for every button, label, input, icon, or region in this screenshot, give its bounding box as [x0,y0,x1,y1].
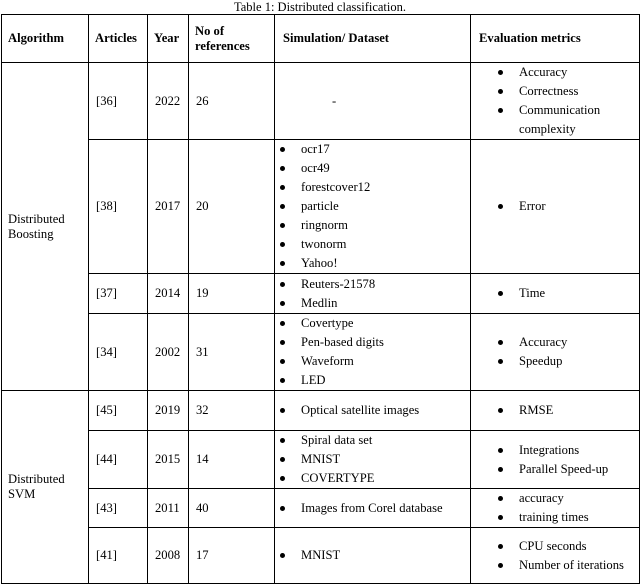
list-item: Communication complexity [493,101,639,139]
metrics-cell [471,140,640,274]
table-row [2,274,640,314]
list-item: ocr17 [275,140,470,159]
list-item: Spiral data set [275,431,470,450]
list-item: Medlin [275,294,470,313]
header-year: Year [148,15,189,63]
table-row [2,140,640,274]
metrics-list [493,197,639,216]
list-item: Number of iterations [493,556,639,575]
list-item: Optical satellite images [275,401,470,420]
algorithm-line2: SVM [8,487,36,501]
table-row [2,391,640,431]
list-item: Images from Corel database [275,499,470,518]
metrics-cell [471,274,640,314]
year-cell: 2019 [148,391,189,431]
distributed-classification-table [1,14,640,584]
header-metrics: Evaluation metrics [471,15,640,63]
dataset-list [275,314,470,390]
list-item: MNIST [275,546,470,565]
refs-cell: 32 [189,391,275,431]
refs-cell: 17 [189,528,275,584]
metrics-cell [471,63,640,140]
dataset-list [275,401,470,420]
list-item: Integrations [493,441,639,460]
header-algorithm: Algorithm [2,15,89,63]
dataset-cell [275,528,471,584]
algorithm-cell [2,391,89,584]
algorithm-line2: Boosting [8,226,54,241]
list-item: Covertype [275,314,470,333]
article-cell: [34] [89,314,148,391]
dataset-cell: - [275,63,471,140]
list-item: accuracy [493,489,639,508]
metrics-cell [471,489,640,528]
dataset-list [275,140,470,273]
list-item: Accuracy [493,63,639,82]
header-refs-line2: references [195,38,250,53]
metrics-list [493,489,639,527]
list-item: Pen-based digits [275,333,470,352]
article-cell: [43] [89,489,148,528]
year-cell: 2015 [148,431,189,489]
algorithm-line1: Distributed [8,472,65,486]
refs-cell: 19 [189,274,275,314]
article-cell: [36] [89,63,148,140]
dataset-cell [275,140,471,274]
metrics-list [493,63,639,139]
article-cell: [38] [89,140,148,274]
metrics-list [493,333,639,371]
list-item: Speedup [493,352,639,371]
header-dataset: Simulation/ Dataset [275,15,471,63]
dataset-list [275,275,470,313]
list-item: MNIST [275,450,470,469]
year-cell: 2002 [148,314,189,391]
dataset-list [275,499,470,518]
table-row [2,489,640,528]
year-cell: 2011 [148,489,189,528]
article-cell: [37] [89,274,148,314]
dataset-list [275,431,470,488]
refs-cell: 20 [189,140,275,274]
metrics-list [493,401,639,420]
table-row [2,314,640,391]
list-item: Parallel Speed-up [493,460,639,479]
table-row [2,63,640,140]
header-row [2,15,640,63]
list-item: Error [493,197,639,216]
dataset-cell [275,391,471,431]
metrics-list [493,284,639,303]
list-item: CPU seconds [493,537,639,556]
list-item: Waveform [275,352,470,371]
list-item: Accuracy [493,333,639,352]
metrics-cell [471,314,640,391]
list-item: twonorm [275,235,470,254]
header-references [189,15,275,63]
year-cell: 2014 [148,274,189,314]
year-cell: 2022 [148,63,189,140]
article-cell: [44] [89,431,148,489]
metrics-cell [471,391,640,431]
list-item: Reuters-21578 [275,275,470,294]
metrics-list [493,441,639,479]
refs-cell: 31 [189,314,275,391]
header-articles: Articles [89,15,148,63]
dataset-cell [275,489,471,528]
list-item: particle [275,197,470,216]
list-item: forestcover12 [275,178,470,197]
list-item: COVERTYPE [275,469,470,488]
list-item: Time [493,284,639,303]
refs-cell: 26 [189,63,275,140]
dataset-list [275,546,470,565]
metrics-cell [471,528,640,584]
dataset-cell [275,431,471,489]
list-item: LED [275,371,470,390]
list-item: ringnorm [275,216,470,235]
dataset-cell [275,314,471,391]
list-item: training times [493,508,639,527]
year-cell: 2017 [148,140,189,274]
table-caption: Table 1: Distributed classification. [234,0,406,14]
article-cell: [45] [89,391,148,431]
refs-cell: 14 [189,431,275,489]
list-item: RMSE [493,401,639,420]
algorithm-line1: Distributed [8,211,65,226]
header-refs-line1: No of [195,23,225,38]
metrics-list [493,537,639,575]
dataset-cell [275,274,471,314]
refs-cell: 40 [189,489,275,528]
table-row [2,528,640,584]
algorithm-cell [2,63,89,391]
article-cell: [41] [89,528,148,584]
year-cell: 2008 [148,528,189,584]
list-item: Yahoo! [275,254,470,273]
list-item: Correctness [493,82,639,101]
metrics-cell [471,431,640,489]
table-row [2,431,640,489]
list-item: ocr49 [275,159,470,178]
